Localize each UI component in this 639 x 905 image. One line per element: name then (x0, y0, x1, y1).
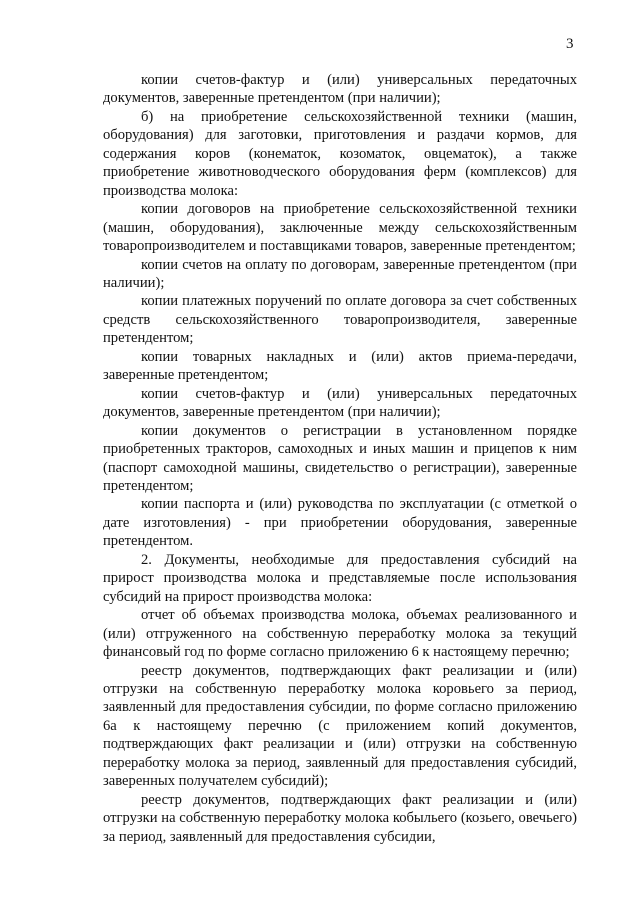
paragraph-payment-bills: копии счетов на оплату по договорам, заверенные претендентом (при наличии); (103, 256, 577, 291)
document-body (103, 71, 577, 846)
paragraph-payment-orders: копии платежных поручений по оплате договора за счет собственных средств сельскохозяйственного товаропроизводителя, заверенные претендентом; (103, 293, 577, 347)
paragraph-item-b: б) на приобретение сельскохозяйственной техники (машин, оборудования) для заготовки, приготовления и раздачи кормов, для содержания коров (конематок, козоматок, овцематок), а также приобретение животноводческого оборудования ферм (комплексов) для производства молока: (103, 108, 577, 199)
page-number: 3 (566, 36, 574, 52)
paragraph-invoices-1: копии счетов-фактур и (или) универсальных передаточных документов, заверенные претендентом (при наличии); (103, 72, 577, 107)
paragraph-production-report: отчет об объемах производства молока, объемах реализованного и (или) отгруженного на собственную переработку молока за текущий финансовый год по форме согласно приложению 6 к настоящему перечню; (103, 607, 577, 661)
paragraph-cow-milk-registry: реестр документов, подтверждающих факт реализации и (или) отгрузки на собственную переработку молока коровьего за период, заявленный для предоставления субсидии, по форме согласно приложению 6а к настоящему перечню (с приложением копий документов, подтверждающих факт реализации и (или) отгрузки на собственную переработку молока за период, заявленный для предоставления субсидий, заверенных получателем субсидий); (103, 662, 577, 790)
paragraph-registration-documents: копии документов о регистрации в установленном порядке приобретенных тракторов, самоходных и иных машин и прицепов к ним (паспорт самоходной машины, свидетельство о регистрации), заверенные претендентом; (103, 422, 577, 494)
paragraph-contracts: копии договоров на приобретение сельскохозяйственной техники (машин, оборудования), заключенные между сельскохозяйственным товаропроизводителем и поставщиками товаров, заверенные претендентом; (103, 201, 577, 255)
paragraph-section-2: 2. Документы, необходимые для предоставления субсидий на прирост производства молока и представляемые после использования субсидий на прирост производства молока: (103, 551, 577, 605)
paragraph-mare-milk-registry: реестр документов, подтверждающих факт реализации и (или) отгрузки на собственную переработку молока кобыльего (козьего, овечьего) за период, заявленный для предоставления субсидии, (103, 791, 577, 845)
paragraph-waybills: копии товарных накладных и (или) актов приема-передачи, заверенные претендентом; (103, 348, 577, 384)
paragraph-invoices-2: копии счетов-фактур и (или) универсальных передаточных документов, заверенные претендентом (при наличии); (103, 385, 577, 421)
paragraph-passport-manual: копии паспорта и (или) руководства по эксплуатации (с отметкой о дате изготовления) - при приобретении оборудования, заверенные претендентом. (103, 496, 577, 550)
